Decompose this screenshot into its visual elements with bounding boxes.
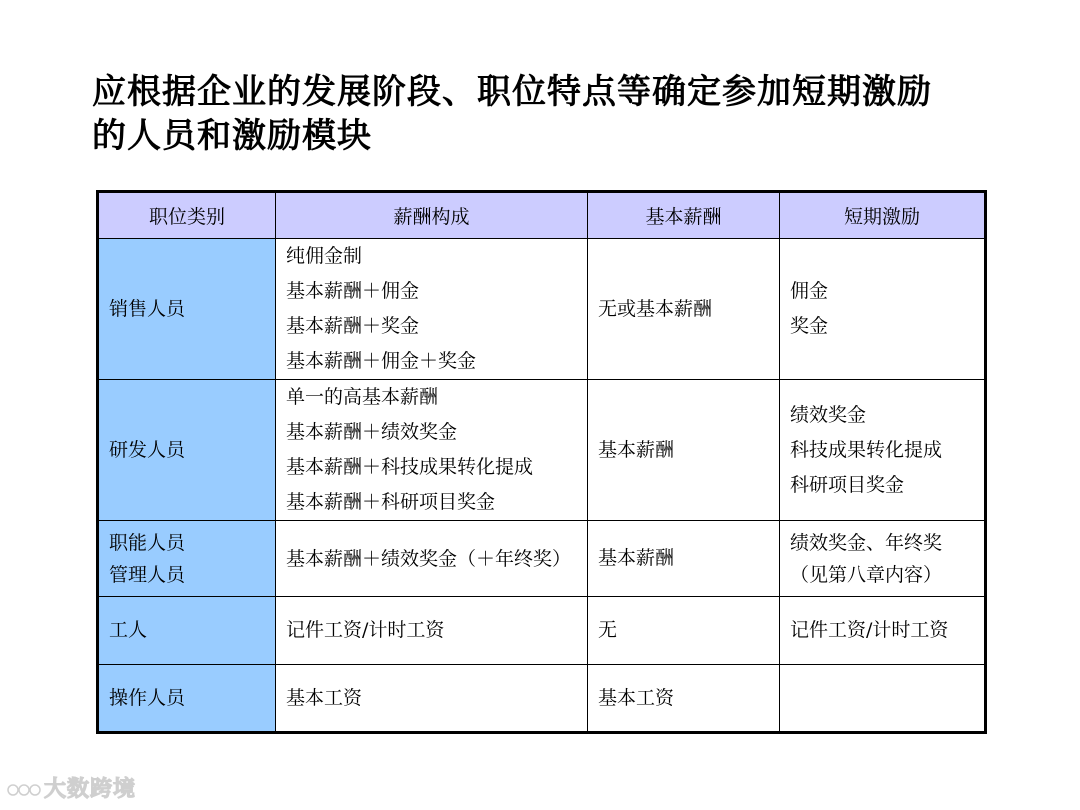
incentive-cell xyxy=(780,521,986,597)
composition-line: 基本薪酬＋绩效奖金 xyxy=(286,421,458,443)
incentive-line: 绩效奖金 xyxy=(790,403,867,426)
incentive-cell xyxy=(780,597,986,665)
composition-line: 基本薪酬＋科技成果转化提成 xyxy=(286,456,534,478)
table-header-row xyxy=(98,192,986,239)
composition-line: 基本薪酬＋佣金＋奖金 xyxy=(286,350,477,372)
watermark xyxy=(6,772,136,803)
composition-cell xyxy=(276,665,588,733)
category-cell xyxy=(98,597,276,665)
base-pay-value: 无 xyxy=(598,619,618,641)
incentive-line: 佣金 xyxy=(790,280,829,302)
watermark-text: 大数跨境 xyxy=(44,777,137,802)
composition-cell xyxy=(276,521,588,597)
composition-line: 基本薪酬＋奖金 xyxy=(286,315,420,337)
composition-cell xyxy=(276,239,588,380)
page-title-line-1: 应根据企业的发展阶段、职位特点等确定参加短期激励 xyxy=(92,72,932,112)
base-pay-cell xyxy=(588,597,780,665)
header-position-category: 职位类别 xyxy=(98,192,276,239)
composition-cell xyxy=(276,597,588,665)
composition-line: 基本薪酬＋科研项目奖金 xyxy=(286,491,496,513)
category-label: 操作人员 xyxy=(109,686,186,709)
category-cell xyxy=(98,521,276,597)
incentive-cell xyxy=(780,239,986,380)
incentive-line: 科研项目奖金 xyxy=(790,473,905,496)
incentive-cell xyxy=(780,380,986,521)
compensation-table xyxy=(96,190,987,734)
header-compensation-composition: 薪酬构成 xyxy=(276,192,588,239)
composition-cell xyxy=(276,380,588,521)
page-title-line-2: 的人员和激励模块 xyxy=(92,116,372,156)
incentive-line: （见第八章内容） xyxy=(790,563,943,586)
table-row xyxy=(98,521,986,597)
base-pay-value: 无或基本薪酬 xyxy=(598,297,713,320)
base-pay-cell xyxy=(588,521,780,597)
incentive-line: 记件工资/计时工资 xyxy=(790,619,949,641)
base-pay-value: 基本薪酬 xyxy=(598,438,675,461)
table-row xyxy=(98,380,986,521)
incentive-line: 奖金 xyxy=(790,315,829,337)
category-label: 研发人员 xyxy=(109,438,186,461)
composition-line: 纯佣金制 xyxy=(286,245,363,267)
table-row xyxy=(98,239,986,380)
incentive-cell-empty xyxy=(780,665,986,733)
category-cell xyxy=(98,380,276,521)
category-label: 工人 xyxy=(109,619,148,641)
base-pay-cell xyxy=(588,239,780,380)
base-pay-cell xyxy=(588,665,780,733)
composition-line: 基本工资 xyxy=(286,686,363,709)
header-short-term-incentive: 短期激励 xyxy=(780,192,986,239)
category-cell xyxy=(98,239,276,380)
composition-line: 基本薪酬＋绩效奖金（＋年终奖） xyxy=(286,547,572,570)
category-cell xyxy=(98,665,276,733)
category-label: 职能人员 xyxy=(109,531,186,554)
page-title xyxy=(92,70,992,158)
header-base-pay: 基本薪酬 xyxy=(588,192,780,239)
composition-line: 单一的高基本薪酬 xyxy=(286,386,439,408)
table-row xyxy=(98,665,986,733)
composition-line: 基本薪酬＋佣金 xyxy=(286,280,420,302)
table-row xyxy=(98,597,986,665)
base-pay-value: 基本薪酬 xyxy=(598,547,675,569)
category-label: 管理人员 xyxy=(109,563,186,586)
incentive-line: 科技成果转化提成 xyxy=(790,438,943,461)
category-label: 销售人员 xyxy=(109,297,186,320)
watermark-logo-icon xyxy=(6,779,42,801)
base-pay-cell xyxy=(588,380,780,521)
base-pay-value: 基本工资 xyxy=(598,686,675,709)
incentive-line: 绩效奖金、年终奖 xyxy=(790,531,943,554)
composition-line: 记件工资/计时工资 xyxy=(286,619,445,641)
